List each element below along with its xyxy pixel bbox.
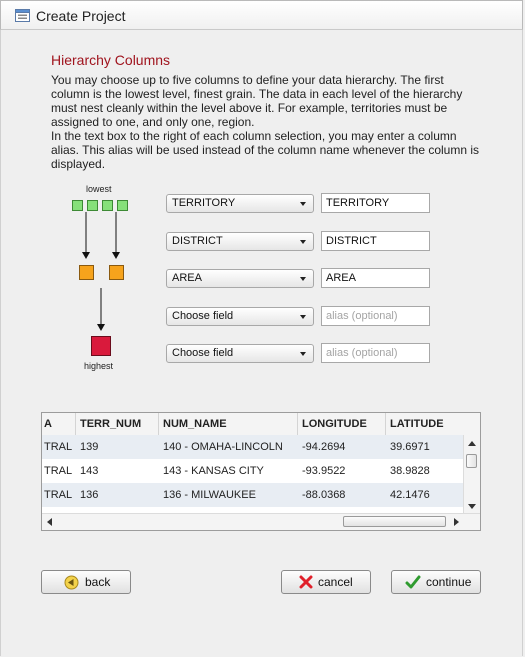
description-paragraph: In the text box to the right of each column selection, you may enter a column alias. This alias will be used instead of the column name whenever the column is displayed. bbox=[51, 129, 480, 171]
column-header[interactable]: A bbox=[42, 413, 76, 435]
hierarchy-field-select-2[interactable] bbox=[166, 232, 314, 251]
vertical-scrollbar[interactable] bbox=[463, 435, 480, 514]
middle-level-node bbox=[79, 265, 94, 280]
section-description bbox=[51, 73, 481, 171]
back-arrow-icon bbox=[64, 575, 79, 590]
column-header[interactable]: TERR_NUM bbox=[76, 413, 159, 435]
table-row[interactable] bbox=[42, 459, 464, 483]
table-cell: 140 - OMAHA-LINCOLN bbox=[163, 441, 283, 453]
hierarchy-field-select-3[interactable] bbox=[166, 269, 314, 288]
cancel-button-label: cancel bbox=[318, 575, 353, 589]
alias-input-3[interactable]: AREA bbox=[321, 268, 430, 288]
cancel-x-icon bbox=[299, 575, 313, 589]
select-value: Choose field bbox=[172, 347, 234, 359]
column-header[interactable]: LONGITUDE bbox=[298, 413, 386, 435]
alias-input-4[interactable]: alias (optional) bbox=[321, 306, 430, 326]
hierarchy-field-select-1[interactable] bbox=[166, 194, 314, 213]
table-cell: 38.9828 bbox=[390, 465, 430, 477]
horizontal-scrollbar[interactable] bbox=[42, 513, 480, 530]
table-cell: 39.6971 bbox=[390, 441, 430, 453]
table-row[interactable] bbox=[42, 483, 464, 507]
table-cell: TRAL bbox=[44, 441, 73, 453]
scroll-down-icon[interactable] bbox=[468, 504, 476, 509]
table-cell: TRAL bbox=[44, 489, 73, 501]
continue-button-label: continue bbox=[426, 575, 472, 589]
preview-table bbox=[41, 412, 481, 531]
dropdown-arrow-icon bbox=[300, 315, 306, 319]
select-value: DISTRICT bbox=[172, 235, 223, 247]
highest-label: highest bbox=[84, 361, 114, 371]
hierarchy-field-select-4[interactable] bbox=[166, 307, 314, 326]
alias-input-2[interactable]: DISTRICT bbox=[321, 231, 430, 251]
table-cell: -88.0368 bbox=[302, 489, 346, 501]
alias-input-5[interactable]: alias (optional) bbox=[321, 343, 430, 363]
description-paragraph: You may choose up to five columns to define your data hierarchy. The first column is the lowest level, finest grain. The data in each level of the hierarchy must nest cleanly within the level above it. For example, territories must be assigned to one, and only one, region. bbox=[51, 73, 463, 129]
table-cell: 136 bbox=[80, 489, 99, 501]
scroll-right-icon[interactable] bbox=[454, 518, 459, 526]
scroll-left-icon[interactable] bbox=[47, 518, 52, 526]
table-cell: 139 bbox=[80, 441, 99, 453]
column-header[interactable]: NUM_NAME bbox=[159, 413, 298, 435]
window-title: Create Project bbox=[36, 8, 126, 24]
table-cell: 136 - MILWAUKEE bbox=[163, 489, 256, 501]
select-value: Choose field bbox=[172, 310, 234, 322]
table-cell: 143 bbox=[80, 465, 99, 477]
table-cell: -93.9522 bbox=[302, 465, 346, 477]
select-value: TERRITORY bbox=[172, 197, 236, 209]
section-title: Hierarchy Columns bbox=[51, 52, 171, 68]
column-header[interactable]: LATITUDE bbox=[390, 418, 444, 430]
table-row[interactable] bbox=[42, 435, 464, 459]
window-form-icon bbox=[15, 9, 30, 22]
table-cell: 42.1476 bbox=[390, 489, 430, 501]
lowest-label: lowest bbox=[86, 184, 112, 194]
checkmark-icon bbox=[405, 575, 421, 590]
table-cell: TRAL bbox=[44, 465, 73, 477]
table-cell: 143 - KANSAS CITY bbox=[163, 465, 264, 477]
back-button[interactable] bbox=[41, 570, 131, 594]
hierarchy-field-select-5[interactable] bbox=[166, 344, 314, 363]
dropdown-arrow-icon bbox=[300, 352, 306, 356]
title-bar bbox=[0, 0, 523, 30]
dropdown-arrow-icon bbox=[300, 277, 306, 281]
table-cell: -94.2694 bbox=[302, 441, 346, 453]
table-header bbox=[42, 413, 480, 436]
horizontal-scroll-thumb[interactable] bbox=[343, 516, 446, 527]
alias-input-1[interactable]: TERRITORY bbox=[321, 193, 430, 213]
scroll-up-icon[interactable] bbox=[468, 441, 476, 446]
dropdown-arrow-icon bbox=[300, 240, 306, 244]
continue-button[interactable] bbox=[391, 570, 481, 594]
dropdown-arrow-icon bbox=[300, 202, 306, 206]
cancel-button[interactable] bbox=[281, 570, 371, 594]
vertical-scroll-thumb[interactable] bbox=[466, 454, 477, 468]
hierarchy-diagram bbox=[60, 182, 150, 382]
middle-level-node bbox=[109, 265, 124, 280]
highest-level-node bbox=[91, 336, 111, 356]
back-button-label: back bbox=[85, 575, 111, 589]
select-value: AREA bbox=[172, 272, 202, 284]
